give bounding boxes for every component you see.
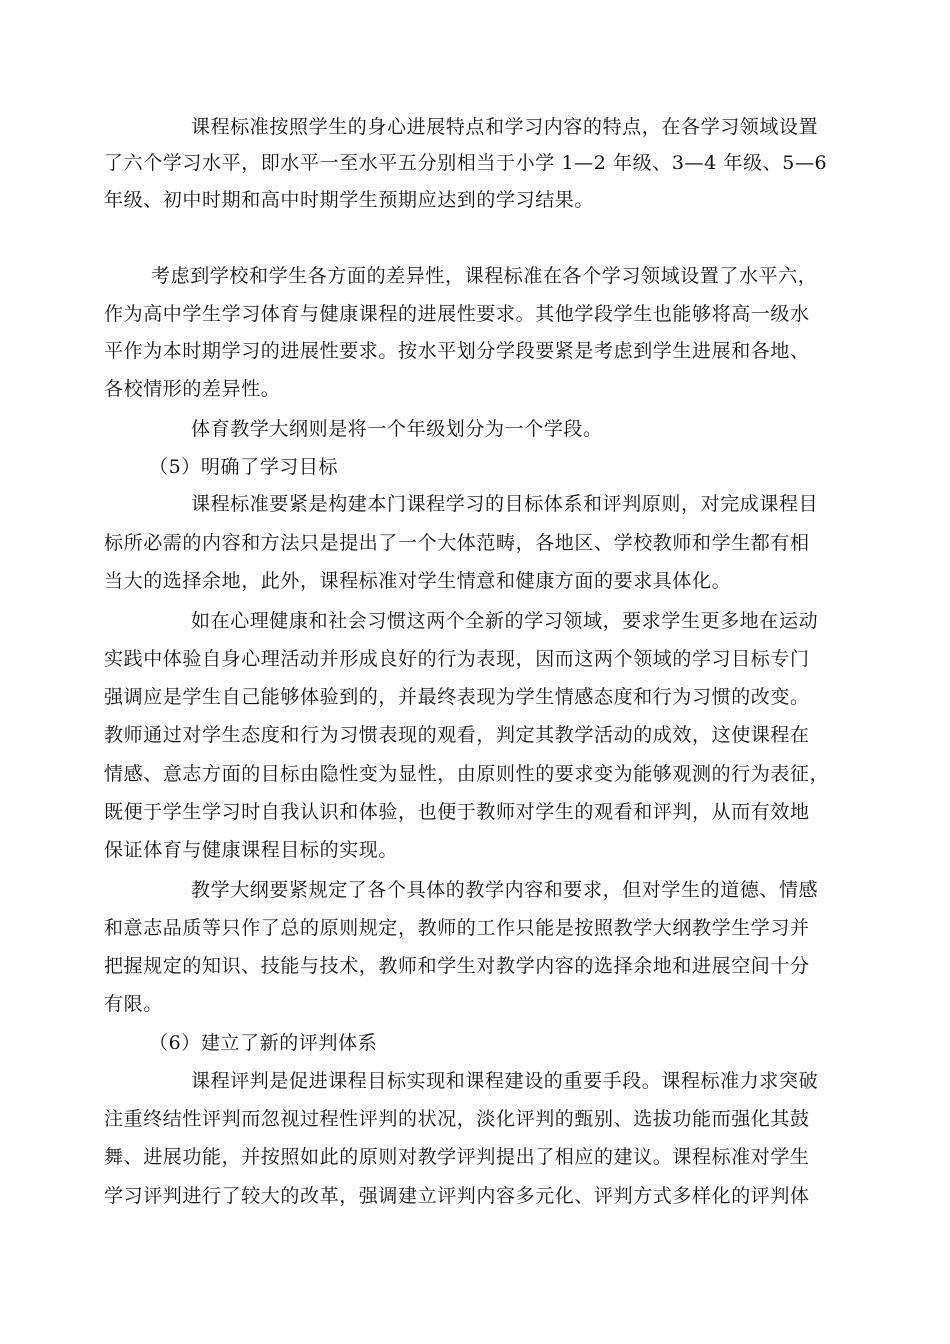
paragraph-line: 作为高中学生学习体育与健康课程的进展性要求。其他学段学生也能够将高一级水 [104, 303, 810, 325]
paragraph-line: 如在心理健康和社会习惯这两个全新的学习领域，要求学生更多地在运动 [191, 610, 819, 632]
paragraph-line: 课程评判是促进课程目标实现和课程建设的重要手段。课程标准力求突破 [191, 1070, 819, 1092]
paragraph-line: 强调应是学生自己能够体验到的，并最终表现为学生情感态度和行为习惯的改变。 [104, 686, 810, 708]
paragraph-line: 了六个学习水平，即水平一至水平五分别相当于小学 1—2 年级、3—4 年级、5—6 [104, 152, 828, 174]
section-heading: （6）建立了新的评判体系 [149, 1032, 378, 1054]
section-heading: （5）明确了学习目标 [149, 456, 339, 478]
paragraph-line: 考虑到学校和学生各方面的差异性，课程标准在各个学习领域设置了水平六， [151, 265, 818, 287]
paragraph-line: 标所必需的内容和方法只是提出了一个大体范畴，各地区、学校教师和学生都有相 [104, 532, 810, 554]
paragraph-line: 教师通过对学生态度和行为习惯表现的观看，判定其教学活动的成效，这使课程在 [104, 724, 810, 746]
paragraph-line: 把握规定的知识、技能与技术，教师和学生对教学内容的选择余地和进展空间十分 [104, 955, 810, 977]
paragraph-line: 和意志品质等只作了总的原则规定，教师的工作只能是按照教学大纲教学生学习并 [104, 917, 810, 939]
paragraph-line: 课程标准要紧是构建本门课程学习的目标体系和评判原则，对完成课程目 [191, 493, 819, 515]
paragraph-line: 保证体育与健康课程目标的实现。 [104, 839, 399, 861]
paragraph-line: 注重终结性评判而忽视过程性评判的状况，淡化评判的甄别、选拔功能而强化其鼓 [104, 1108, 810, 1130]
paragraph-line: 舞、进展功能，并按照如此的原则对教学评判提出了相应的建议。课程标准对学生 [104, 1146, 810, 1168]
paragraph-line: 课程标准按照学生的身心进展特点和学习内容的特点，在各学习领域设置 [191, 116, 819, 138]
paragraph-line: 情感、意志方面的目标由隐性变为显性，由原则性的要求变为能够观测的行为表征， [104, 763, 830, 785]
paragraph-line: 实践中体验自身心理活动并形成良好的行为表现，因而这两个领域的学习目标专门 [104, 648, 810, 670]
paragraph-line: 当大的选择余地，此外，课程标准对学生情意和健康方面的要求具体化。 [104, 570, 732, 592]
paragraph-line: 教学大纲要紧规定了各个具体的教学内容和要求，但对学生的道德、情感 [191, 879, 819, 901]
paragraph-line: 学习评判进行了较大的改革，强调建立评判内容多元化、评判方式多样化的评判体 [104, 1185, 810, 1207]
paragraph-line: 体育教学大纲则是将一个年级划分为一个学段。 [191, 418, 603, 440]
paragraph-line: 年级、初中时期和高中时期学生预期应达到的学习结果。 [104, 189, 595, 211]
paragraph-line: 既便于学生学习时自我认识和体验，也便于教师对学生的观看和评判，从而有效地 [104, 801, 810, 823]
paragraph-line: 平作为本时期学习的进展性要求。按水平划分学段要紧是考虑到学生进展和各地、 [104, 340, 810, 362]
paragraph-line: 各校情形的差异性。 [104, 378, 281, 400]
paragraph-line: 有限。 [104, 993, 163, 1015]
